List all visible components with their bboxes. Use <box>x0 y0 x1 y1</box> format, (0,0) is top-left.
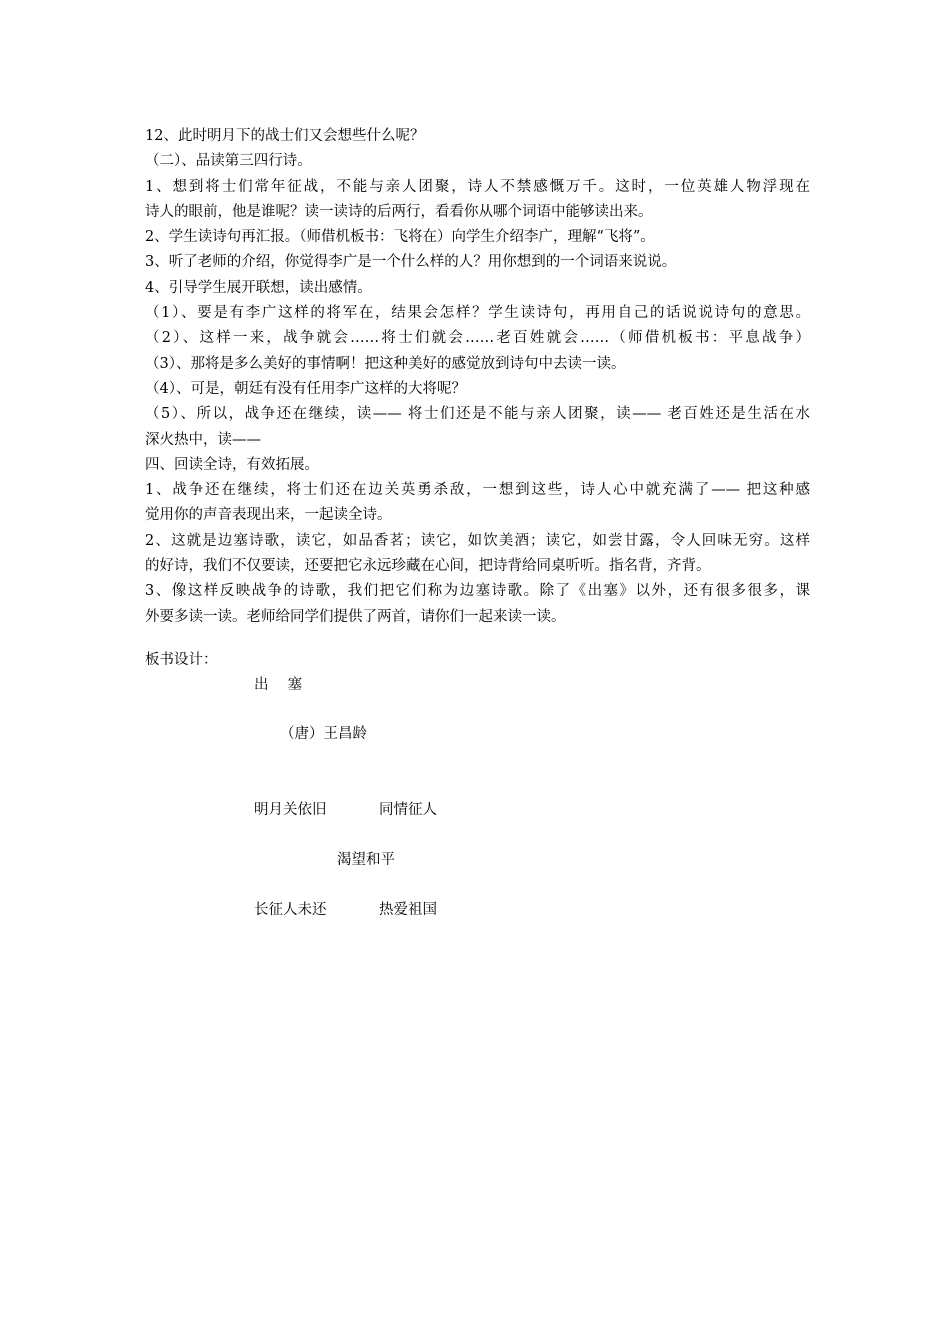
text-line: 2、学生读诗句再汇报。（师借机板书：飞将在）向学生介绍李广，理解“飞将”。 <box>145 229 655 246</box>
text-line: （5）、所以，战争还在继续，读—— 将士们还是不能与亲人团聚，读—— 老百姓还是生活在水 <box>145 406 810 423</box>
text-line: 觉用你的声音表现出来，一起读全诗。 <box>145 507 392 524</box>
text-line: （3）、那将是多么美好的事情啊！把这种美好的感觉放到诗句中去读一读。 <box>145 355 626 372</box>
board-line3-right: 热爱祖国 <box>379 902 437 918</box>
text-line: （4）、可是，朝廷有没有任用李广这样的大将呢？ <box>145 380 466 397</box>
text-line: 的好诗，我们不仅要读，还要把它永远珍藏在心间，把诗背给同桌听听。指名背，齐背。 <box>145 558 711 575</box>
text-line: 2、这就是边塞诗歌，读它，如品香茗；读它，如饮美酒；读它，如尝甘露，令人回味无穷。这样 <box>145 532 810 549</box>
text-line: 1、战争还在继续，将士们还在边关英勇杀敌，一想到这些，诗人心中就充满了—— 把这种感 <box>145 482 810 499</box>
text-line: 诗人的眼前，他是谁呢？读一读诗的后两行，看看你从哪个词语中能够读出来。 <box>145 203 653 220</box>
text-line: 1、想到将士们常年征战，不能与亲人团聚，诗人不禁感慨万千。这时，一位英雄人物浮现在 <box>145 178 810 195</box>
board-design-label: 板书设计： <box>145 652 218 668</box>
text-line: 四、回读全诗，有效拓展。 <box>145 456 319 473</box>
text-line: 外要多读一读。老师给同学们提供了两首，请你们一起来读一读。 <box>145 608 566 625</box>
text-line: （1）、要是有李广这样的将军在，结果会怎样？学生读诗句，再用自己的话说说诗句的意思。 <box>145 305 810 322</box>
text-line: 深火热中，读—— <box>145 431 261 448</box>
board-author: （唐）王昌龄 <box>280 726 367 742</box>
text-line: 4、引导学生展开联想，读出感情。 <box>145 279 372 296</box>
text-line: 12、此时明月下的战士们又会想些什么呢？ <box>145 128 425 144</box>
board-title: 出 塞 <box>254 677 303 693</box>
board-line2-center: 渴望和平 <box>337 852 395 868</box>
lesson-body-text <box>145 124 810 630</box>
text-line: 3、听了老师的介绍，你觉得李广是一个什么样的人？用你想到的一个词语来说说。 <box>145 254 677 271</box>
text-line: （2）、这样一来，战争就会……将士们就会……老百姓就会……（师借机板书：平息战争） <box>145 330 810 347</box>
text-line: （二）、品读第三四行诗。 <box>145 153 312 170</box>
board-line3-left: 长征人未还 <box>254 902 327 918</box>
text-line: 3、像这样反映战争的诗歌，我们把它们称为边塞诗歌。除了《出塞》以外，还有很多很多，课 <box>145 583 810 600</box>
board-line1-left: 明月关依旧 <box>254 802 327 818</box>
board-line1-right: 同情征人 <box>379 802 437 818</box>
